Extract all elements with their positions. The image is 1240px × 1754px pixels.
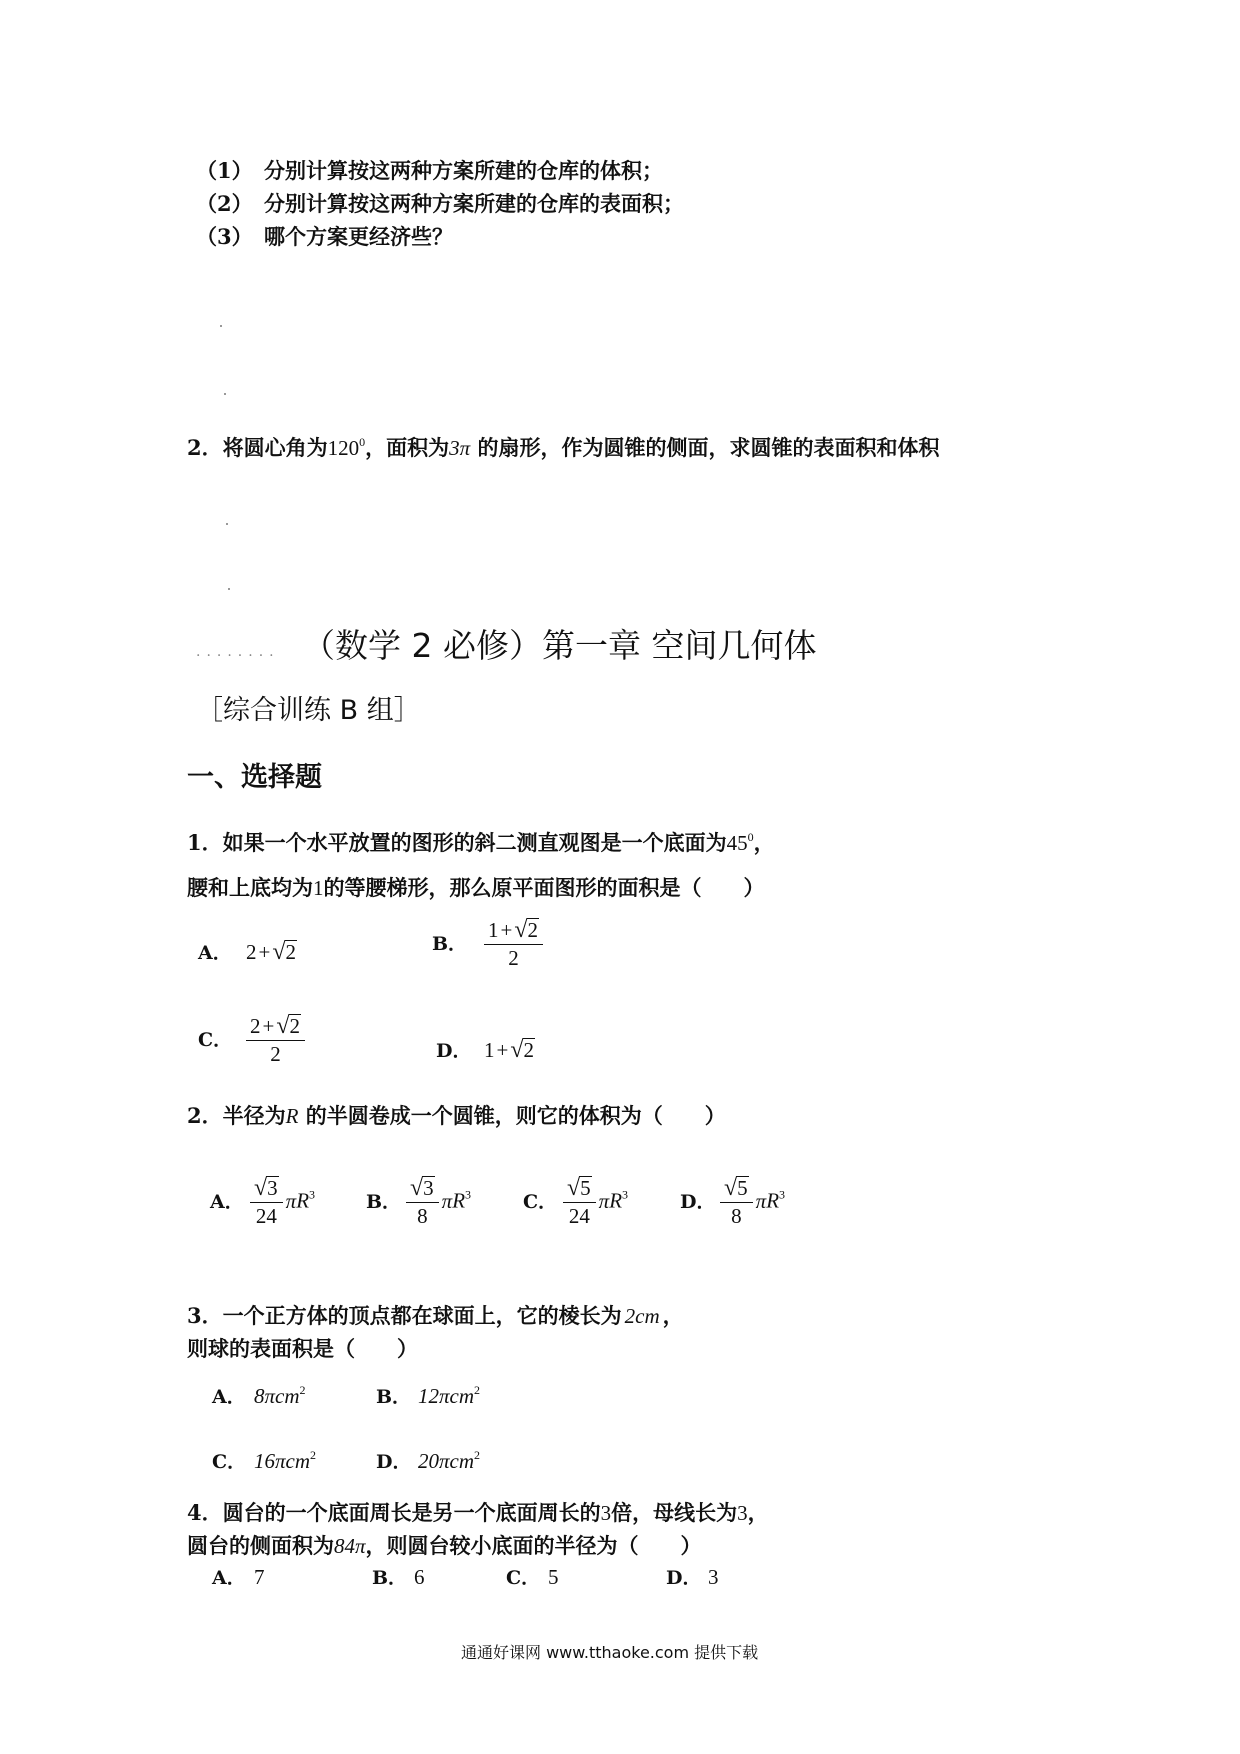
question-1-line-2 (187, 872, 765, 902)
radical-sign: √ (514, 917, 528, 943)
radical-sign: √ (276, 1013, 290, 1039)
question-text: 圆台的侧面积为 (187, 1533, 334, 1558)
list-item-3 (196, 221, 453, 251)
number-value: 3 (600, 1501, 612, 1525)
operator: + (262, 1014, 275, 1038)
option-value: 7 (254, 1565, 265, 1589)
degree-sup: 0 (359, 435, 366, 449)
radical-sign: √ (410, 1175, 424, 1201)
option-a[interactable] (212, 1382, 306, 1409)
option-label: D． (376, 1451, 412, 1473)
item-text: 分别计算按这两种方案所建的仓库的体积； (264, 158, 663, 183)
option-label: A． (198, 942, 232, 964)
area-value: 3π (449, 436, 471, 460)
question-text: 3．一个正方体的顶点都在球面上，它的棱长为 (187, 1303, 622, 1328)
question-text: 4．圆台的一个底面周长是另一个底面周长的 (187, 1500, 601, 1525)
sqrt-expression (272, 940, 297, 964)
number-value: 3 (737, 1501, 748, 1525)
radicand: 3 (267, 1176, 278, 1200)
section-heading: 一、选择题 (187, 762, 322, 793)
question-text: 倍，母线长为 (611, 1500, 738, 1525)
option-d[interactable] (680, 1176, 785, 1228)
option-label: D． (666, 1567, 702, 1589)
radius-symbol: R (452, 1188, 466, 1213)
scan-speck (226, 523, 228, 525)
option-d[interactable] (436, 1036, 535, 1063)
option-label: B． (372, 1567, 408, 1589)
question-4-line-1 (187, 1497, 769, 1527)
leader-dots: ········ (196, 648, 280, 664)
option-label: D． (436, 1040, 472, 1062)
list-item-2 (196, 188, 684, 218)
problem-number: 2． (187, 435, 223, 460)
question-text: ， (662, 1303, 684, 1328)
number-value: 2 (246, 940, 257, 964)
option-label: C． (198, 1028, 233, 1051)
question-3-line-2: 则球的表面积是（ ） (187, 1336, 418, 1361)
pi-symbol: π (441, 1188, 453, 1213)
option-label: B． (366, 1190, 402, 1213)
angle-value: 45 (726, 831, 748, 855)
page-title: （数学 2 必修）第一章 空间几何体 (302, 626, 817, 665)
option-label: A． (212, 1567, 246, 1589)
pi-symbol: π (285, 1188, 297, 1213)
denominator: 24 (568, 1204, 590, 1229)
pi-symbol: π (755, 1188, 767, 1213)
option-b[interactable] (366, 1176, 471, 1228)
question-4-line-2 (187, 1530, 702, 1560)
option-label: C． (523, 1190, 558, 1213)
sqrt-expression (514, 918, 539, 942)
question-text: 的半圆卷成一个圆锥，则它的体积为（ ） (298, 1103, 726, 1128)
fraction (484, 918, 543, 970)
denominator: 2 (270, 1042, 281, 1067)
option-c[interactable] (523, 1176, 628, 1228)
exponent: 2 (474, 1448, 481, 1462)
option-b[interactable] (432, 918, 543, 970)
operator: + (496, 1038, 509, 1062)
exponent: 3 (309, 1187, 316, 1202)
option-value: 20πcm (418, 1449, 475, 1473)
number-value: 1 (484, 1038, 495, 1062)
operator: + (500, 918, 513, 942)
radicand: 3 (423, 1176, 434, 1200)
item-number: （2） (196, 191, 253, 216)
angle-value: 120 (327, 436, 360, 460)
option-label: B． (432, 932, 468, 955)
option-value: 12πcm (418, 1384, 475, 1408)
question-text: ， (753, 830, 775, 855)
option-d[interactable] (376, 1447, 480, 1474)
exponent: 2 (299, 1383, 306, 1397)
denominator: 8 (417, 1204, 428, 1229)
radical-sign: √ (272, 939, 286, 965)
radical-sign: √ (254, 1175, 268, 1201)
denominator: 2 (508, 946, 519, 971)
option-label: C． (506, 1567, 541, 1589)
question-text: 的等腰梯形，那么原平面图形的面积是（ ） (323, 875, 765, 900)
number-value: 2 (250, 1014, 261, 1038)
item-number: （1） (196, 158, 253, 183)
option-c[interactable] (506, 1563, 559, 1590)
radicand: 2 (285, 940, 297, 964)
problem-text: ，面积为 (365, 435, 450, 460)
radius-symbol: R (296, 1188, 310, 1213)
fraction (720, 1176, 753, 1228)
sqrt-expression (724, 1176, 749, 1200)
option-label: A． (210, 1190, 244, 1213)
option-a[interactable] (198, 938, 297, 965)
option-label: A． (212, 1386, 246, 1408)
option-label: C． (212, 1451, 247, 1473)
option-c[interactable] (198, 1014, 305, 1066)
radius-symbol: R (609, 1188, 623, 1213)
item-number: （3） (196, 224, 253, 249)
item-text: 分别计算按这两种方案所建的仓库的表面积； (264, 191, 684, 216)
problem-2-sector (187, 432, 939, 462)
option-label: D． (680, 1190, 716, 1213)
fraction (246, 1014, 305, 1066)
scan-speck (220, 325, 222, 327)
radicand: 5 (580, 1176, 591, 1200)
radicand: 2 (289, 1014, 301, 1038)
option-c[interactable] (212, 1447, 316, 1474)
item-text: 哪个方案更经济些？ (264, 224, 453, 249)
sqrt-expression (254, 1176, 279, 1200)
scan-speck (228, 588, 230, 590)
option-a[interactable] (212, 1563, 265, 1590)
radical-sign: √ (510, 1037, 524, 1063)
fraction (406, 1176, 439, 1228)
edge-length: 2cm (624, 1304, 660, 1328)
radicand: 2 (523, 1038, 535, 1062)
denominator: 24 (255, 1204, 277, 1229)
fraction (250, 1176, 283, 1228)
operator: + (258, 940, 271, 964)
option-b[interactable] (376, 1382, 480, 1409)
fraction (563, 1176, 596, 1228)
page-footer: 通通好课网 www.tthaoke.com 提供下载 (461, 1643, 759, 1662)
question-3-line-1 (187, 1300, 684, 1330)
degree-sup: 0 (747, 830, 754, 844)
option-value: 8πcm (254, 1384, 300, 1408)
sqrt-expression (410, 1176, 435, 1200)
option-a[interactable] (210, 1176, 315, 1228)
option-b[interactable] (372, 1563, 425, 1590)
radius-symbol: R (285, 1104, 299, 1128)
question-text: ， (747, 1500, 769, 1525)
list-item-1 (196, 155, 663, 185)
sqrt-expression (567, 1176, 592, 1200)
area-value: 84π (334, 1534, 366, 1558)
radius-symbol: R (766, 1188, 780, 1213)
radicand: 5 (737, 1176, 748, 1200)
number-value: 1 (313, 876, 324, 900)
exponent: 2 (310, 1448, 317, 1462)
sqrt-expression (276, 1014, 301, 1038)
question-text: 1．如果一个水平放置的图形的斜二测直观图是一个底面为 (187, 830, 727, 855)
question-1-line-1 (187, 827, 775, 857)
sqrt-expression (510, 1038, 535, 1062)
radical-sign: √ (724, 1175, 738, 1201)
option-value: 3 (708, 1565, 719, 1589)
denominator: 8 (731, 1204, 742, 1229)
pi-symbol: π (598, 1188, 610, 1213)
question-2 (187, 1100, 726, 1130)
radical-sign: √ (567, 1175, 581, 1201)
option-value: 16πcm (254, 1449, 311, 1473)
option-label: B． (376, 1386, 412, 1408)
option-value: 6 (414, 1565, 425, 1589)
option-value: 5 (548, 1565, 559, 1589)
question-text: ，则圆台较小底面的半径为（ ） (365, 1533, 702, 1558)
question-text: 腰和上底均为 (187, 875, 313, 900)
problem-text: 的扇形，作为圆锥的侧面，求圆锥的表面积和体积 (470, 435, 940, 460)
number-value: 1 (488, 918, 499, 942)
exponent: 3 (622, 1187, 629, 1202)
question-text: 2．半径为 (187, 1103, 286, 1128)
exponent: 3 (465, 1187, 472, 1202)
exponent: 3 (779, 1187, 786, 1202)
exponent: 2 (474, 1383, 481, 1397)
radicand: 2 (527, 918, 539, 942)
section-subtitle: ［综合训练 B 组］ (196, 695, 421, 726)
option-d[interactable] (666, 1563, 719, 1590)
scan-speck (224, 393, 226, 395)
problem-text: 将圆心角为 (222, 435, 328, 460)
